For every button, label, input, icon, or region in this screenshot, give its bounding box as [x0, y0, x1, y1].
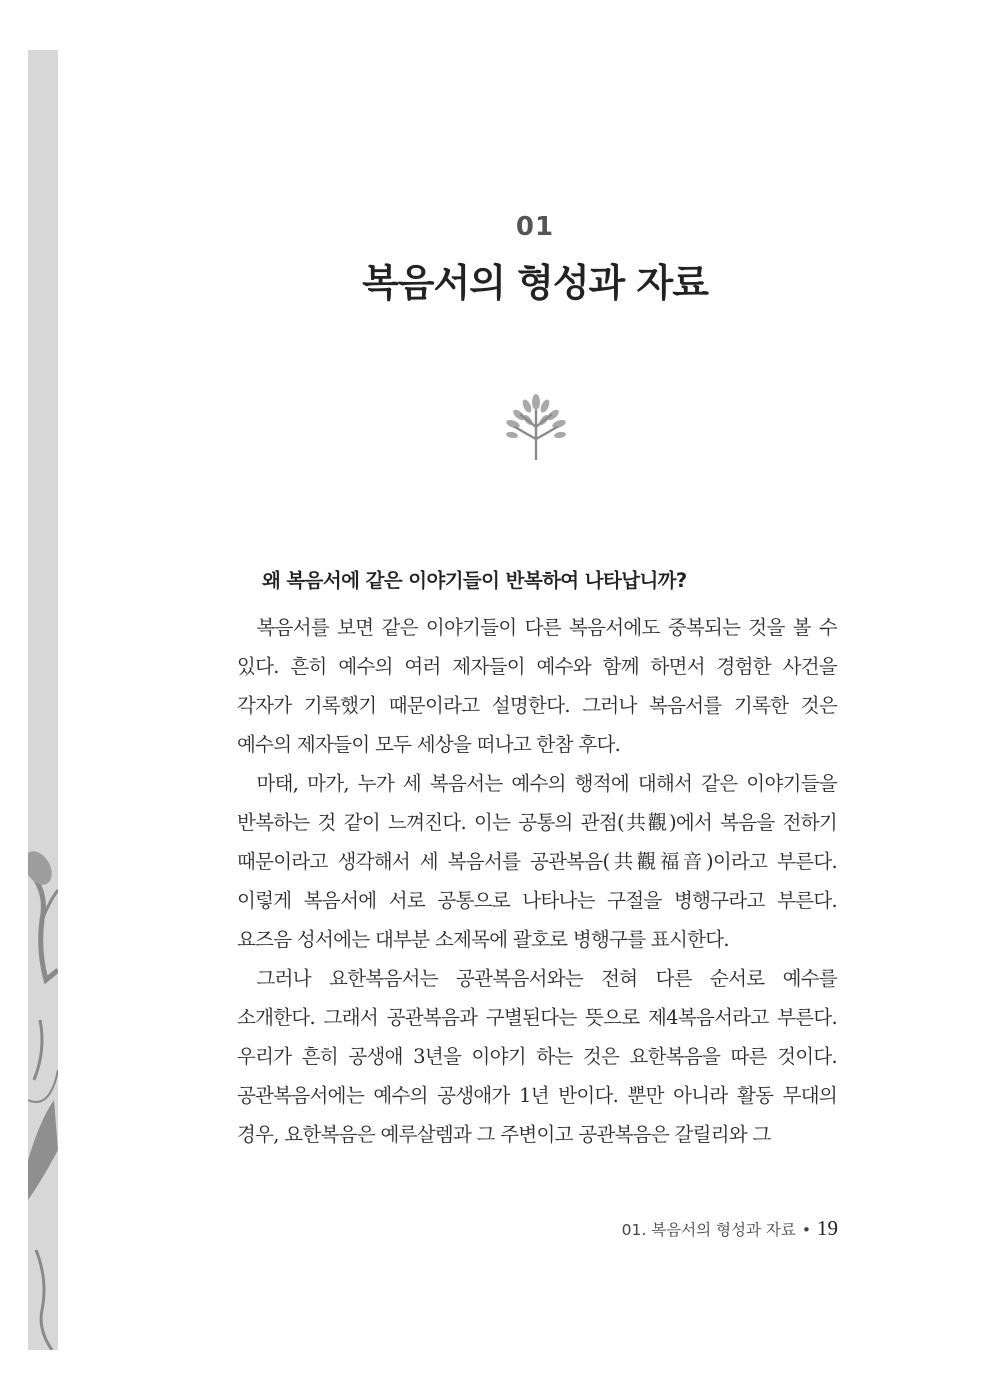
side-decoration-strip [28, 50, 58, 1350]
body-text [237, 608, 837, 1154]
footer-separator: • [801, 1221, 811, 1239]
paragraph: 그러나 요한복음서는 공관복음서와는 전혀 다른 순서로 예수를 소개한다. 그래서 공관복음과 구별된다는 뜻으로 제4복음서라고 부른다. 우리가 흔히 공생애 3년을 이야기 하는 것은 요한복음을 따른 것이다. 공관복음서에는 예수의 공생애가 1년 반이다. 뿐만 아니라 활동 무대의 경우, 요한복음은 예루살렘과 그 주변이고 공관복음은 갈릴리와 그 [237, 967, 837, 1146]
paragraph: 마태, 마가, 누가 세 복음서는 예수의 행적에 대해서 같은 이야기들을 반복하는 것 같이 느껴진다. 이는 공통의 관점(共觀)에서 복음을 전하기 때문이라고 생각해서 세 복음서를 공관복음(共觀福音)이라고 부른다. 이렇게 복음서에 서로 공통으로 나타나는 구절을 병행구라고 부른다. 요즈음 성서에는 대부분 소제목에 괄호로 병행구를 표시한다. [237, 772, 837, 951]
page-number: 19 [817, 1216, 838, 1240]
branch-decoration [28, 50, 58, 1350]
section-question: 왜 복음서에 같은 이야기들이 반복하여 나타납니까? [262, 569, 687, 592]
chapter-title: 복음서의 형성과 자료 [362, 260, 708, 305]
page-footer [622, 1216, 838, 1241]
running-title: 01. 복음서의 형성과 자료 [621, 1221, 796, 1239]
paragraph: 복음서를 보면 같은 이야기들이 다른 복음서에도 중복되는 것을 볼 수 있다. 흔히 예수의 여러 제자들이 예수와 함께 하면서 경험한 사건을 각자가 기록했기 때문이라고 설명한다. 그러나 복음서를 기록한 것은 예수의 제자들이 모두 세상을 떠나고 한참 후다. [237, 616, 837, 756]
tree-icon [503, 393, 569, 461]
chapter-number: 01 [515, 212, 555, 242]
